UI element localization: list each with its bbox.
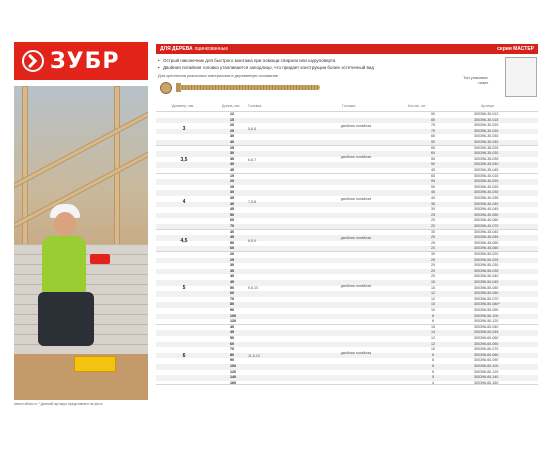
col-coating: Головка [342, 104, 356, 108]
article-cell: 300396-40-045 [474, 207, 499, 212]
article-cell: 300396-40-035 [474, 195, 499, 200]
brand-logo[interactable] [14, 42, 148, 80]
drill-icon [90, 254, 110, 264]
head-type-cell: двойная потайная [340, 283, 372, 288]
article-cell: 300396-60-090 [474, 358, 499, 363]
article-cell: 300396-60-050 [474, 335, 499, 340]
length-cell: 40 [230, 324, 234, 329]
diameter-cell: 3,5 [180, 156, 188, 163]
length-cell: 70 [230, 296, 234, 301]
qty-cell: 6 [432, 319, 434, 324]
col-qty: Кол-во, шт [408, 104, 426, 108]
article-cell: 300396-40-025 [474, 184, 499, 189]
length-cell: 40 [230, 162, 234, 167]
qty-cell: 20 [431, 268, 435, 273]
article-cell: 300396-35-035 [474, 156, 499, 161]
size-group [156, 229, 538, 251]
qty-cell: 50 [431, 162, 435, 167]
article-cell: 300396-45-040 [474, 229, 499, 234]
roof-rafter [14, 109, 148, 189]
col-head: Головка [248, 104, 262, 108]
head-size-cell: 6,6-7 [248, 157, 257, 162]
article-cell: 300396-60-100 [474, 363, 499, 368]
qty-cell: 15 [431, 285, 435, 290]
head-size-cell: 8,5-9 [248, 238, 257, 243]
article-cell: 300396-35-025 [474, 145, 499, 150]
qty-cell: 8 [432, 358, 434, 363]
diameter-cell: 5 [182, 285, 186, 292]
qty-cell: 12 [431, 335, 435, 340]
article-cell: 300396-50-090 [474, 307, 499, 312]
feature-item: • Острый наконечник для быстрого монтажа при помощи спирали или шуруповерта [158, 57, 418, 64]
qty-cell: 12 [431, 341, 435, 346]
length-cell: 45 [230, 330, 234, 335]
article-cell: 300396-60-060 [474, 341, 499, 346]
qty-cell: 45 [431, 167, 435, 172]
length-cell: 25 [230, 184, 234, 189]
col-diameter: Диаметр, мм [172, 104, 194, 108]
qty-cell: 40 [431, 195, 435, 200]
article-cell: 300396-45-060 [474, 246, 499, 251]
length-cell: 100 [230, 313, 236, 318]
length-cell: 20 [230, 251, 234, 256]
qty-cell: 16 [431, 324, 435, 329]
length-cell: 100 [230, 363, 236, 368]
length-cell: 60 [230, 291, 234, 296]
qty-cell: 6 [432, 363, 434, 368]
length-cell: 35 [230, 195, 234, 200]
brand-mark-icon [22, 50, 44, 72]
qty-cell: 65 [431, 134, 435, 139]
qty-cell: 50 [431, 139, 435, 144]
article-cell: 300396-40-020 [474, 179, 499, 184]
size-group [156, 145, 538, 173]
head-type-cell: двойная потайная [340, 236, 372, 241]
spec-table [156, 111, 538, 385]
qty-cell: 15 [431, 279, 435, 284]
article-cell: 300396-50-080* [474, 302, 500, 307]
article-cell: 300396-60-080 [474, 352, 499, 357]
category-subtitle: оцинкованные [194, 46, 229, 52]
usage-note: Для крепления различных материалов в деревянную основание. [158, 73, 280, 78]
length-cell: 15 [230, 117, 234, 122]
worker-pants [38, 292, 94, 346]
size-group [156, 324, 538, 386]
head-size-cell: 5,6-6 [248, 126, 257, 131]
head-type-cell: двойная потайная [340, 351, 372, 356]
category-title: ДЛЯ ДЕРЕВА [160, 46, 193, 52]
length-cell: 12 [230, 112, 234, 116]
qty-cell: 25 [431, 235, 435, 240]
head-size-cell: 7,5-8 [248, 199, 257, 204]
qty-cell: 20 [431, 246, 435, 251]
length-cell: 140 [230, 375, 236, 380]
article-cell: 300396-45-045 [474, 235, 499, 240]
head-type-cell: двойная потайная [340, 155, 372, 160]
qty-cell: 25 [431, 263, 435, 268]
length-cell: 30 [230, 151, 234, 156]
article-cell: 300396-35-040 [474, 162, 499, 167]
article-cell: 300396-50-120 [474, 319, 499, 324]
length-cell: 20 [230, 123, 234, 128]
qty-cell: 12 [431, 296, 435, 301]
qty-cell: 50 [431, 184, 435, 189]
article-cell: 300396-50-035 [474, 268, 499, 273]
article-cell: 300396-50-020 [474, 251, 499, 256]
length-cell: 25 [230, 145, 234, 150]
article-cell: 300396-35-030 [474, 151, 499, 156]
diameter-cell: 4,5 [180, 237, 188, 244]
length-cell: 80 [230, 352, 234, 357]
article-cell: 300396-40-070 [474, 223, 499, 228]
package-image [505, 57, 537, 97]
diameter-cell: 4 [182, 198, 186, 205]
category-header [156, 44, 538, 54]
article-cell: 300396-50-100 [474, 313, 499, 318]
qty-cell: 5 [432, 369, 434, 374]
qty-cell: 14 [431, 330, 435, 335]
length-cell: 40 [230, 201, 234, 206]
head-size-cell: 9,5-10 [248, 286, 259, 291]
qty-cell: 60 [431, 151, 435, 156]
article-cell: 300396-40-015 [474, 173, 499, 178]
feature-list [158, 57, 418, 71]
article-cell: 300396-30-015 [474, 117, 499, 122]
length-cell: 45 [230, 279, 234, 284]
length-cell: 45 [230, 167, 234, 172]
feature-item: • Двойная потайная головка утапливается заподлицо, что придает конструкции более эстетичный вид [158, 64, 418, 71]
qty-cell: 25 [431, 240, 435, 245]
qty-cell: 30 [431, 207, 435, 212]
length-cell: 45 [230, 235, 234, 240]
qty-cell: 30 [431, 251, 435, 256]
article-cell: 300396-60-160 [474, 380, 499, 385]
article-cell: 300396-60-045 [474, 330, 499, 335]
length-cell: 50 [230, 212, 234, 217]
size-group [156, 173, 538, 229]
length-cell: 20 [230, 179, 234, 184]
screw-head-icon [160, 82, 172, 94]
qty-cell: 20 [431, 223, 435, 228]
qty-cell: 45 [431, 190, 435, 195]
length-cell: 35 [230, 156, 234, 161]
brand-logo-text: ЗУБР [50, 48, 120, 74]
length-cell: 120 [230, 319, 236, 324]
article-cell: 300396-30-020 [474, 123, 499, 128]
article-cell: 300396-50-040 [474, 274, 499, 279]
qty-cell: 65 [431, 145, 435, 150]
pack-type-value: пакет [478, 80, 489, 85]
head-size-cell: 11,5-12 [248, 353, 260, 358]
qty-cell: 75 [431, 123, 435, 128]
article-cell: 300396-50-070 [474, 296, 499, 301]
length-cell: 90 [230, 307, 234, 312]
length-cell: 50 [230, 240, 234, 245]
qty-cell: 20 [431, 274, 435, 279]
qty-cell: 10 [431, 307, 435, 312]
length-cell: 60 [230, 246, 234, 251]
article-cell: 300396-50-030 [474, 263, 499, 268]
length-cell: 60 [230, 341, 234, 346]
length-cell: 160 [230, 380, 236, 385]
qty-cell: 35 [431, 201, 435, 206]
article-cell: 300396-40-040 [474, 201, 499, 206]
qty-cell: 5 [432, 375, 434, 380]
qty-cell: 85 [431, 117, 435, 122]
length-cell: 60 [230, 218, 234, 223]
roof-rafter [14, 149, 148, 229]
article-cell: 300396-35-045 [474, 167, 499, 172]
head-type-cell: двойная потайная [340, 124, 372, 129]
screw-image [180, 85, 320, 90]
article-cell: 300396-40-030 [474, 190, 499, 195]
article-cell: 300396-30-030 [474, 134, 499, 139]
length-cell: 120 [230, 369, 236, 374]
length-cell: 50 [230, 285, 234, 290]
qty-cell: 30 [431, 229, 435, 234]
length-cell: 30 [230, 134, 234, 139]
worker-head [54, 212, 76, 236]
article-cell: 300396-30-040 [474, 139, 499, 144]
worker-vest [42, 236, 86, 296]
length-cell: 25 [230, 128, 234, 133]
qty-cell: 55 [431, 179, 435, 184]
article-cell: 300396-30-025 [474, 128, 499, 133]
length-cell: 25 [230, 257, 234, 262]
length-cell: 70 [230, 347, 234, 352]
article-cell: 300396-30-012 [474, 112, 499, 116]
series-label: серия МАСТЕР [497, 46, 534, 52]
qty-cell: 4 [432, 380, 434, 385]
photo-caption: www.ru4foto.ru * Данный артикул представлен на фото [14, 402, 103, 406]
qty-cell: 55 [431, 156, 435, 161]
length-cell: 40 [230, 139, 234, 144]
qty-cell: 8 [432, 313, 434, 318]
length-cell: 30 [230, 190, 234, 195]
article-cell: 300396-60-070 [474, 347, 499, 352]
product-photo [14, 86, 148, 400]
diameter-cell: 3 [182, 125, 186, 132]
qty-cell: 25 [431, 212, 435, 217]
article-cell: 300396-60-040 [474, 324, 499, 329]
size-group [156, 111, 538, 145]
size-group [156, 251, 538, 324]
pack-type-caption: Тип упаковки: [463, 75, 489, 80]
length-cell: 45 [230, 207, 234, 212]
qty-cell: 10 [431, 302, 435, 307]
qty-cell: 8 [432, 352, 434, 357]
length-cell: 15 [230, 173, 234, 178]
article-cell: 300396-50-060 [474, 291, 499, 296]
article-cell: 300396-50-025 [474, 257, 499, 262]
length-cell: 40 [230, 274, 234, 279]
length-cell: 90 [230, 358, 234, 363]
article-cell: 300396-60-140 [474, 375, 499, 380]
col-length: Длина, мм [222, 104, 240, 108]
col-article: Артикул [481, 104, 495, 108]
qty-cell: 12 [431, 291, 435, 296]
diameter-cell: 6 [182, 352, 186, 359]
length-cell: 35 [230, 268, 234, 273]
head-type-cell: двойная потайная [340, 197, 372, 202]
length-cell: 70 [230, 223, 234, 228]
qty-cell: 20 [431, 218, 435, 223]
qty-cell: 65 [431, 173, 435, 178]
article-cell: 300396-50-050 [474, 285, 499, 290]
length-cell: 50 [230, 335, 234, 340]
length-cell: 30 [230, 263, 234, 268]
length-cell: 80 [230, 302, 234, 307]
qty-cell: 25 [431, 257, 435, 262]
toolbox-icon [74, 356, 116, 372]
table-row [156, 381, 538, 387]
qty-cell: 10 [431, 347, 435, 352]
article-cell: 300396-40-050 [474, 212, 499, 217]
left-column [14, 42, 148, 400]
article-cell: 300396-40-060 [474, 218, 499, 223]
article-cell: 300396-50-045 [474, 279, 499, 284]
qty-cell: 90 [431, 112, 435, 116]
length-cell: 40 [230, 229, 234, 234]
article-cell: 300396-45-050 [474, 240, 499, 245]
article-cell: 300396-60-120 [474, 369, 499, 374]
qty-cell: 70 [431, 128, 435, 133]
pack-type-label [463, 75, 488, 85]
